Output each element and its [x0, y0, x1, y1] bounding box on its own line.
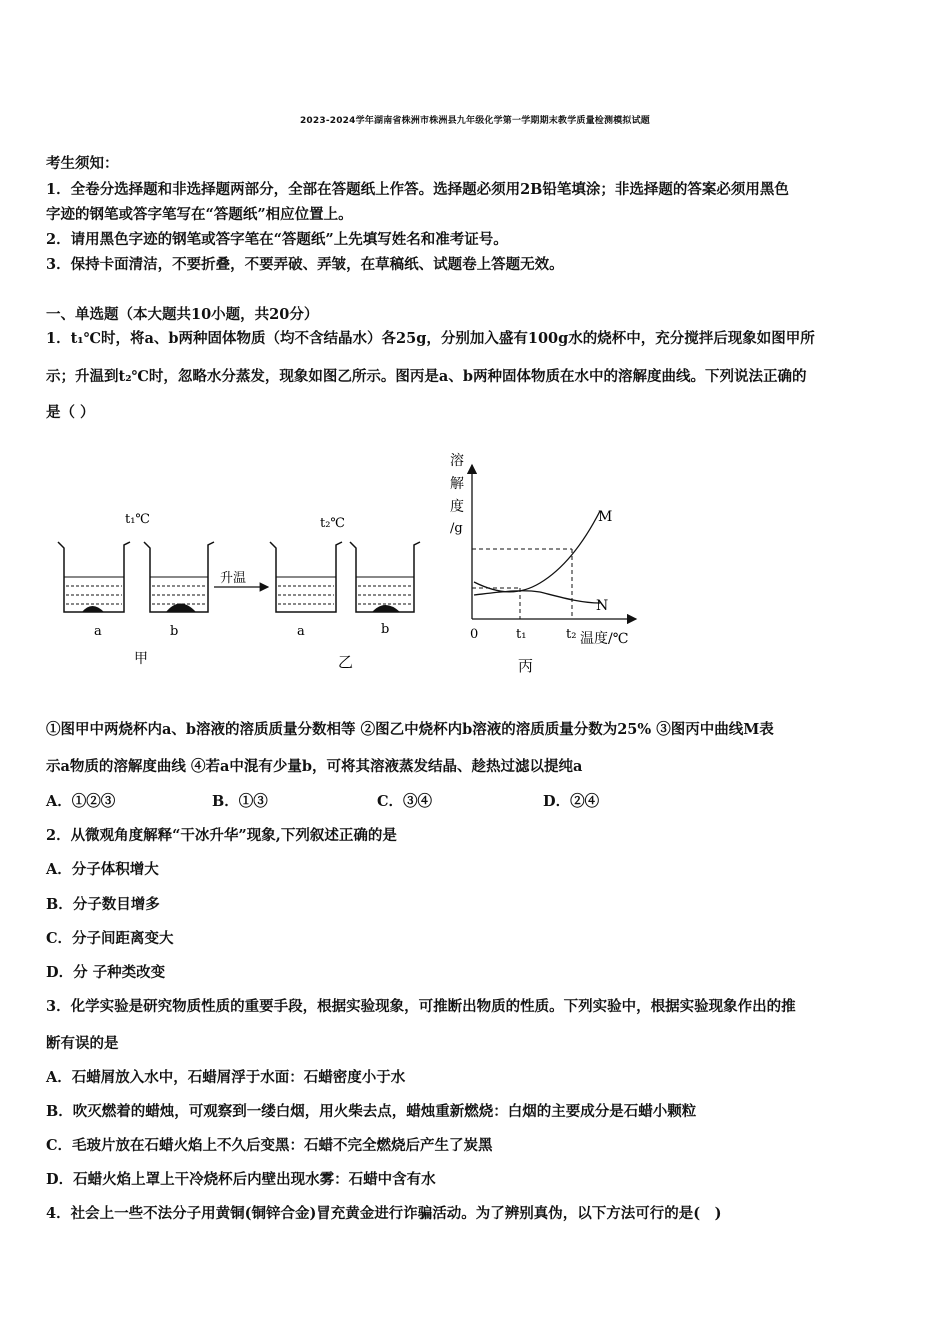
q3-option-d[interactable]: D．石蜡火焰上罩上干冷烧杯后内壁出现水雾：石蜡中含有水 [46, 1171, 436, 1188]
q1-option-c[interactable]: C．③④ [377, 793, 433, 810]
x-t2-label: t₂ [566, 627, 577, 642]
caption-yi: 乙 [338, 653, 354, 671]
q3-option-b[interactable]: B．吹灭燃着的蜡烛，可观察到一缕白烟，用火柴去点，蜡烛重新燃烧：白烟的主要成分是石蜡小颗粒 [46, 1103, 697, 1120]
page-title: 2023-2024学年湖南省株洲市株洲县九年级化学第一学期期末教学质量检测模拟试题 [299, 116, 651, 126]
q3-stem-line1: 3．化学实验是研究物质性质的重要手段，根据实验现象，可推断出物质的性质。下列实验中，根据实验现象作出的推 [46, 998, 796, 1015]
y-unit: /g [450, 521, 463, 536]
notice-item-1-cont: 字迹的钢笔或答字笔写在“答题纸”相应位置上。 [46, 206, 353, 223]
arrow-label: 升温 [220, 571, 247, 586]
q1-stem-line3: 是（ ） [46, 404, 95, 421]
q1-option-b[interactable]: B．①③ [212, 793, 268, 810]
beaker-yi-a [270, 542, 342, 612]
y-label-1: 溶 [450, 453, 464, 469]
q2-stem: 2．从微观角度解释“干冰升华”现象,下列叙述正确的是 [46, 827, 397, 844]
beaker-yi-b [350, 542, 420, 612]
y-label-2: 解 [450, 476, 464, 492]
t2-label: t₂℃ [320, 516, 345, 531]
curve-m [474, 511, 600, 592]
caption-bing: 丙 [518, 657, 534, 675]
q1-statements-line1: ①图甲中两烧杯内a、b溶液的溶质质量分数相等 ②图乙中烧杯内b溶液的溶质质量分数为25% ③图丙中曲线M表 [46, 721, 774, 738]
q3-option-a[interactable]: A．石蜡屑放入水中，石蜡屑浮于水面：石蜡密度小于水 [46, 1069, 406, 1086]
q2-option-b[interactable]: B．分子数目增多 [46, 896, 160, 913]
beaker-jia-a [58, 542, 130, 612]
y-label-3: 度 [450, 499, 464, 515]
notice-item-2: 2．请用黑色字迹的钢笔或答字笔在“答题纸”上先填写姓名和准考证号。 [46, 231, 508, 248]
x-axis-label: 温度/℃ [580, 631, 629, 647]
q1-figure [40, 445, 660, 685]
jia-a-label: a [94, 624, 102, 639]
curve-n-label: N [596, 598, 609, 614]
solubility-graph [450, 452, 636, 647]
yi-b-label: b [381, 622, 390, 637]
q1-option-a[interactable]: A．①②③ [46, 793, 116, 810]
section-heading: 一、单选题（本大题共10小题，共20分） [46, 306, 319, 323]
q2-option-d[interactable]: D．分 子种类改变 [46, 964, 166, 981]
notice-heading: 考生须知： [46, 155, 119, 172]
beaker-jia-b [144, 542, 214, 612]
x-t1-label: t₁ [516, 627, 527, 642]
curve-n [474, 591, 600, 603]
caption-jia: 甲 [134, 651, 148, 667]
q2-option-a[interactable]: A．分子体积增大 [46, 861, 159, 878]
q3-stem-line2: 断有误的是 [46, 1035, 119, 1052]
curve-m-label: M [598, 509, 613, 525]
q1-option-d[interactable]: D．②④ [543, 793, 600, 810]
q1-stem-line1: 1．t₁℃时，将a、b两种固体物质（均不含结晶水）各25g，分别加入盛有100g水的烧杯中，充分搅拌后现象如图甲所 [46, 330, 815, 347]
notice-item-3: 3．保持卡面清洁，不要折叠，不要弄破、弄皱，在草稿纸、试题卷上答题无效。 [46, 256, 564, 273]
q3-option-c[interactable]: C．毛玻片放在石蜡火焰上不久后变黑：石蜡不完全燃烧后产生了炭黑 [46, 1137, 493, 1154]
q4-stem: 4．社会上一些不法分子用黄铜(铜锌合金)冒充黄金进行诈骗活动。为了辨别真伪，以下方法可行的是( ) [46, 1205, 722, 1222]
notice-item-1: 1．全卷分选择题和非选择题两部分，全部在答题纸上作答。选择题必须用2B铅笔填涂；非选择题的答案必须用黑色 [46, 181, 789, 198]
q2-option-c[interactable]: C．分子间距离变大 [46, 930, 174, 947]
t1-label: t₁℃ [125, 512, 150, 527]
q1-statements-line2: 示a物质的溶解度曲线 ④若a中混有少量b，可将其溶液蒸发结晶、趁热过滤以提纯a [46, 758, 583, 775]
jia-b-label: b [170, 624, 179, 639]
q1-stem-line2: 示；升温到t₂℃时，忽略水分蒸发，现象如图乙所示。图丙是a、b两种固体物质在水中的溶解度曲线。下列说法正确的 [46, 368, 807, 385]
yi-a-label: a [297, 624, 305, 639]
origin-label: 0 [470, 627, 479, 642]
